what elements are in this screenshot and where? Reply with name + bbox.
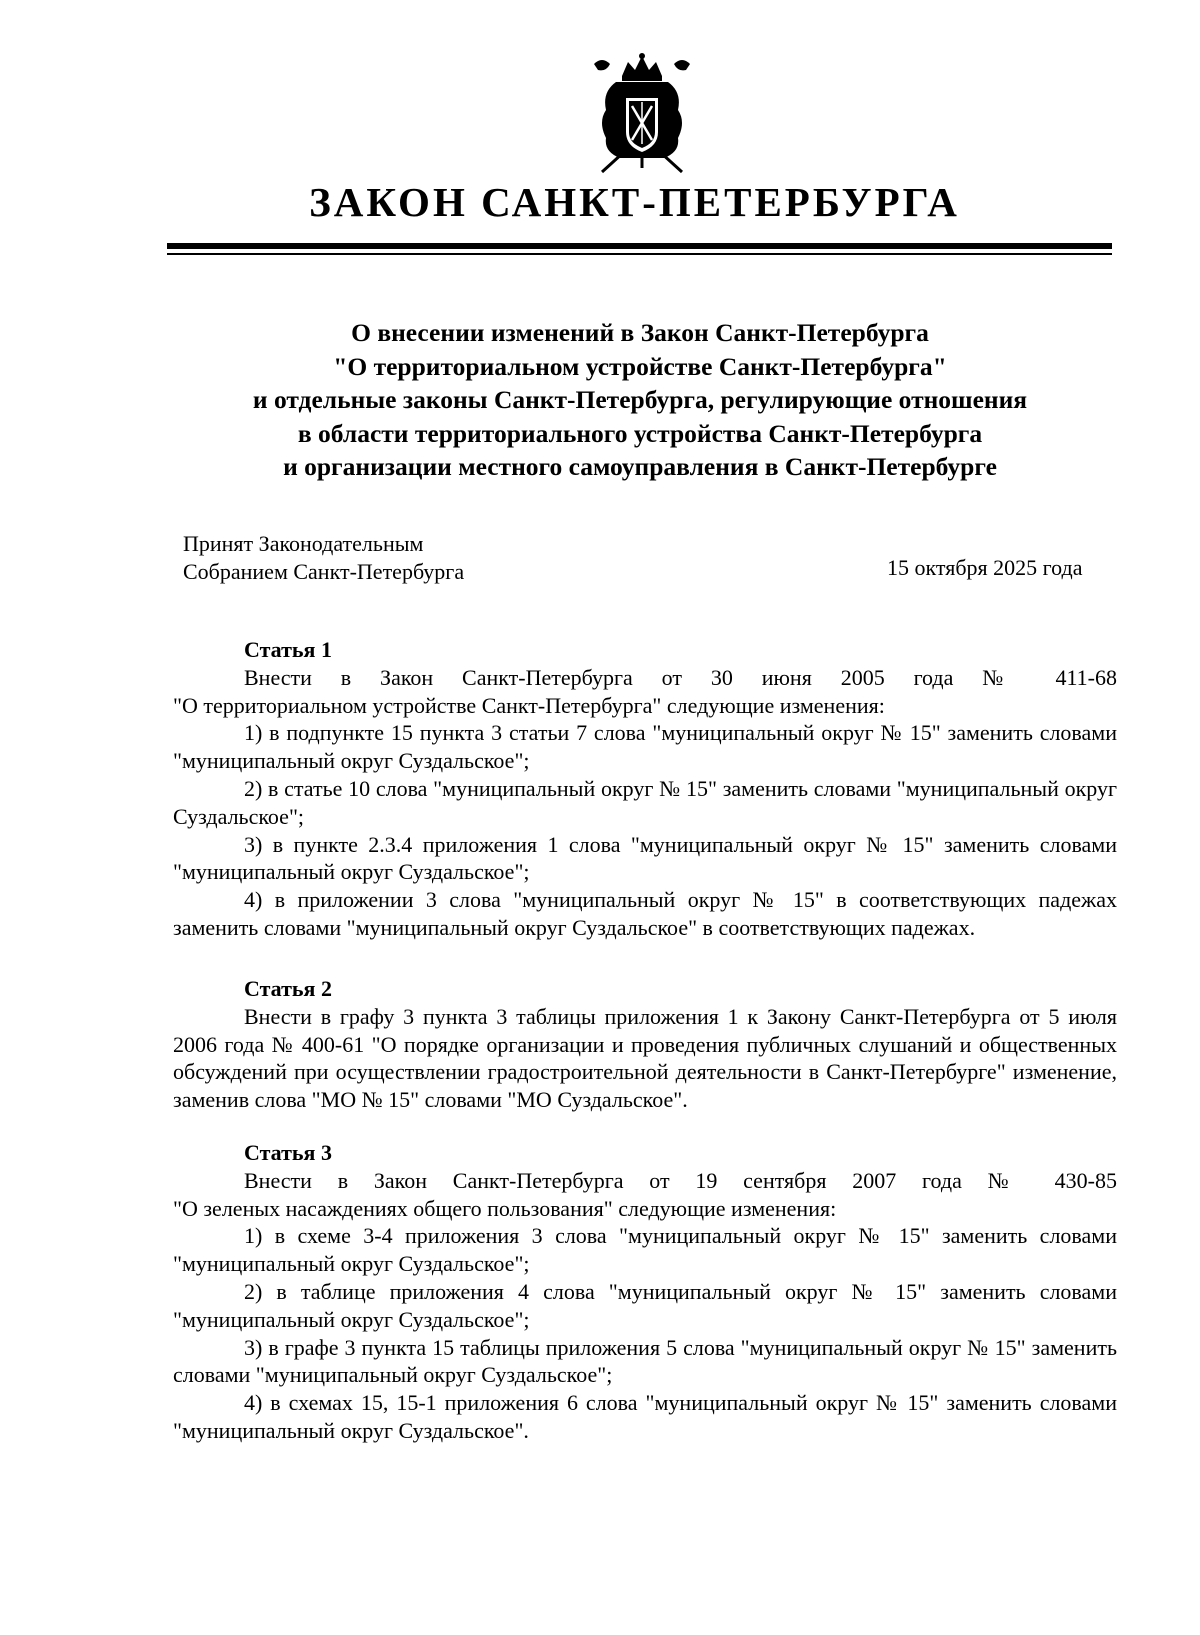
article-title: Статья 3 (244, 1140, 332, 1165)
article-item: 3) в графе 3 пункта 15 таблицы приложения 5 слова "муниципальный округ № 15" заменить словами "муниципальный округ Суздальское"; (173, 1334, 1117, 1388)
title-rule-thick (167, 243, 1112, 249)
article-title: Статья 1 (244, 637, 332, 662)
heading-line: "О территориальном устройстве Санкт-Петербурга" (333, 351, 947, 381)
heading-line: О внесении изменений в Закон Санкт-Петербурга (351, 318, 929, 347)
article-intro-cont: "О территориальном устройстве Санкт-Петербурга" следующие изменения: (173, 692, 885, 718)
article-intro-cont: "О зеленых насаждениях общего пользования" следующие изменения: (173, 1195, 837, 1221)
document-heading (150, 316, 1130, 484)
article-3 (173, 1139, 1117, 1445)
adoption-date: 15 октября 2025 года (887, 555, 1083, 580)
article-item: 4) в схемах 15, 15-1 приложения 6 слова "муниципальный округ № 15" заменить словами "муниципальный округ Суздальское". (173, 1390, 1117, 1443)
article-item: 2) в таблице приложения 4 слова "муниципальный округ № 15" заменить словами "муниципальный округ Суздальское"; (173, 1278, 1117, 1332)
heading-line: и организации местного самоуправления в Санкт-Петербурге (283, 452, 997, 481)
heading-line: в области территориального устройства Санкт-Петербурга (297, 418, 983, 448)
adoption-body (183, 530, 464, 586)
heading-line: и отдельные законы Санкт-Петербурга, регулирующие отношения (252, 385, 1028, 414)
coat-of-arms-icon (572, 52, 712, 177)
article-item: 1) в схеме 3-4 приложения 3 слова "муниципальный округ № 15" заменить словами "муниципальный округ Суздальское"; (173, 1223, 1117, 1277)
article-item: 1) в подпункте 15 пункта 3 статьи 7 слова "муниципальный округ № 15" заменить словами "муниципальный округ Суздальское"; (173, 720, 1117, 774)
article-1 (173, 636, 1117, 942)
article-intro: Внести в Закон Санкт-Петербурга от 30 июня 2005 года № 411-68 (244, 664, 1117, 690)
adoption-line: Собранием Санкт-Петербурга (183, 559, 465, 584)
article-text: Внести в графу 3 пункта 3 таблицы приложения 1 к Закону Санкт-Петербурга от 5 июля 2006 года № 400-61 "О порядке организации и проведения публичных слушаний и общественных обсуждений при осуществлении градостроительной деятельности в Санкт-Петербурге" изменение, заменив слова "МО № 15" словами "МО Суздальское". (173, 1003, 1117, 1113)
article-2 (173, 975, 1117, 1114)
adoption-line: Принят Законодательным (183, 531, 424, 556)
law-title: ЗАКОН САНКТ-ПЕТЕРБУРГА (309, 179, 960, 225)
article-title: Статья 2 (244, 976, 332, 1001)
article-item: 4) в приложении 3 слова "муниципальный округ № 15" в соответствующих падежах заменить словами "муниципальный округ Суздальское" в соответствующих падежах. (173, 887, 1117, 940)
article-item: 2) в статье 10 слова "муниципальный округ № 15" заменить словами "муниципальный округ Суздальское"; (173, 775, 1117, 829)
title-rule-thin (167, 253, 1112, 255)
article-item: 3) в пункте 2.3.4 приложения 1 слова "муниципальный округ № 15" заменить словами "муниципальный округ Суздальское"; (173, 831, 1117, 885)
article-intro: Внести в Закон Санкт-Петербурга от 19 сентября 2007 года № 430-85 (244, 1167, 1117, 1193)
